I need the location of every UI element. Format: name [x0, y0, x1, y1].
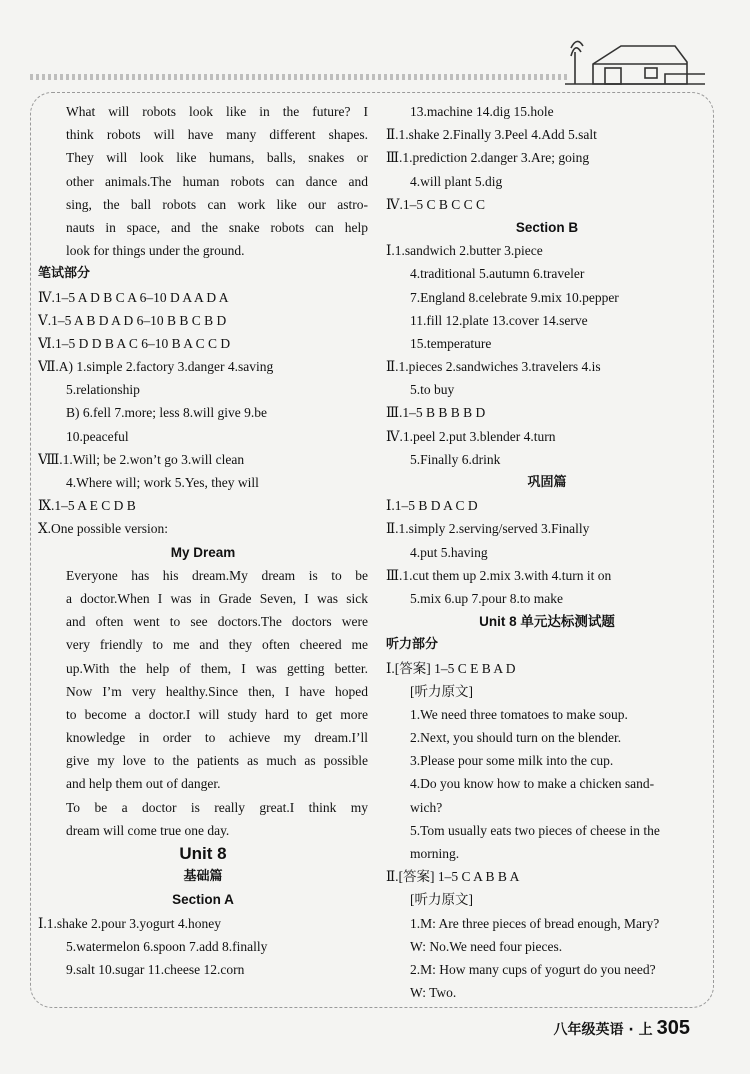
answer-line: 1.M: Are three pieces of bread enough, Mary?	[410, 915, 660, 931]
answer-line: 5.to buy	[410, 382, 455, 398]
answer-line: very friendly to me and they often cheered me	[66, 637, 368, 653]
answer-line: 5.relationship	[66, 382, 140, 398]
answer-line: 5.watermelon 6.spoon 7.add 8.finally	[66, 938, 268, 954]
footer-grade: 八年级英语 · 上	[553, 1022, 653, 1038]
answer-line: Ⅲ.1.prediction 2.danger 3.Are; going	[386, 150, 590, 166]
answer-line: Section A	[172, 892, 234, 908]
answer-line: and often went to see doctors.The doctors were	[66, 614, 368, 630]
answer-line: My Dream	[170, 544, 236, 560]
answer-line: Ⅲ.1.cut them up 2.mix 3.with 4.turn it on	[386, 567, 612, 583]
answer-line: 13.machine 14.dig 15.hole	[410, 104, 554, 119]
answer-line: knowledge in order to achieve my dream.I’ll	[66, 730, 368, 746]
answer-line: look for things under the ground.	[66, 243, 245, 259]
right-column	[386, 100, 708, 1004]
answer-line: wich?	[410, 799, 443, 815]
page-number: 305	[656, 1017, 690, 1039]
answer-line: They will look like humans, balls, snakes or	[66, 150, 368, 166]
answer-line: Ⅴ.1–5 A B D A D 6–10 B B C B D	[38, 312, 227, 328]
answer-line: sing, the ball robots can work like our astro-	[66, 196, 368, 212]
answer-line: 15.temperature	[410, 335, 492, 351]
answer-line: morning.	[410, 846, 460, 861]
answer-line: 2.Next, you should turn on the blender.	[410, 730, 622, 746]
answer-line: 1.We need three tomatoes to make soup.	[410, 706, 628, 722]
answer-line: Ⅸ.1–5 A E C D B	[38, 498, 136, 514]
answer-line: 4.Where will; work 5.Yes, they will	[66, 475, 259, 490]
answer-line: and help them out of danger.	[66, 776, 221, 792]
answer-line: Ⅳ.1.peel 2.put 3.blender 4.turn	[386, 428, 556, 444]
answer-line: [听力原文]	[410, 683, 473, 699]
answer-line: [听力原文]	[410, 892, 473, 908]
answer-line: 9.salt 10.sugar 11.cheese 12.corn	[66, 961, 245, 977]
answer-line: 11.fill 12.plate 13.cover 14.serve	[410, 312, 588, 328]
answer-line: up.With the help of them, I was getting better.	[66, 660, 368, 676]
header-rule	[30, 74, 570, 80]
answer-line: Ⅷ.1.Will; be 2.won’t go 3.will clean	[38, 451, 245, 467]
answer-line: 4.put 5.having	[410, 544, 488, 560]
answer-line: W: No.We need four pieces.	[410, 938, 563, 954]
answer-line: Ⅰ.1.sandwich 2.butter 3.piece	[386, 243, 543, 259]
answer-line: think robots will have many different shapes.	[66, 127, 368, 143]
answer-line: Ⅰ.[答案] 1–5 C E B A D	[386, 660, 516, 676]
answer-line: 听力部分	[386, 637, 439, 653]
answer-line: dream will come true one day.	[66, 822, 230, 838]
answer-line: Ⅱ.1.shake 2.Finally 3.Peel 4.Add 5.salt	[386, 127, 597, 143]
answer-line: Unit 8	[179, 844, 227, 863]
answer-line: Ⅰ.1–5 B D A C D	[386, 498, 478, 514]
answer-line: Now I’m very healthy.Since then, I have hoped	[66, 683, 368, 699]
house-illustration-icon	[565, 34, 705, 90]
answer-line: Ⅳ.1–5 A D B C A 6–10 D A A D A	[38, 289, 229, 305]
answer-line: Ⅲ.1–5 B B B B D	[386, 405, 486, 421]
left-column	[38, 100, 368, 981]
answer-line: Ⅶ.A) 1.simple 2.factory 3.danger 4.saving	[38, 359, 274, 375]
answer-line: 5.mix 6.up 7.pour 8.to make	[410, 590, 563, 606]
answer-line: Ⅱ.1.pieces 2.sandwiches 3.travelers 4.is	[386, 359, 601, 375]
answer-line: 基础篇	[183, 869, 223, 885]
answer-line: 5.Tom usually eats two pieces of cheese in the	[410, 822, 660, 838]
answer-line: to become a doctor.I will study hard to get more	[66, 706, 368, 722]
answer-line: 巩固篇	[527, 475, 567, 490]
answer-line: 4.traditional 5.autumn 6.traveler	[410, 266, 585, 282]
answer-line: W: Two.	[410, 985, 457, 1001]
answer-line: 2.M: How many cups of yogurt do you need?	[410, 961, 656, 977]
answer-line: 10.peaceful	[66, 428, 129, 444]
answer-line: Ⅰ.1.shake 2.pour 3.yogurt 4.honey	[38, 915, 222, 931]
answer-line: a doctor.When I was in Grade Seven, I was sick	[66, 590, 368, 606]
answer-line: What will robots look like in the future? I	[66, 104, 368, 119]
answer-line: nauts in space, and the snake robots can help	[66, 219, 368, 235]
answer-line: Ⅹ.One possible version:	[38, 521, 168, 537]
answer-line: B) 6.fell 7.more; less 8.will give 9.be	[66, 405, 267, 421]
answer-line: 4.Do you know how to make a chicken sand-	[410, 776, 655, 792]
answer-line: Section B	[515, 219, 579, 235]
answer-line: give my love to the patients as much as possible	[66, 753, 368, 769]
answer-line: 5.Finally 6.drink	[410, 451, 501, 467]
answer-line: 7.England 8.celebrate 9.mix 10.pepper	[410, 289, 619, 305]
answer-line: 笔试部分	[38, 266, 91, 282]
answer-line: Ⅳ.1–5 C B C C C	[386, 196, 486, 212]
answer-line: Unit 8 单元达标测试题	[479, 614, 615, 630]
answer-line: To be a doctor is really great.I think my	[66, 799, 368, 815]
answer-line: Everyone has his dream.My dream is to be	[66, 567, 368, 583]
answer-line: Ⅵ.1–5 D D B A C 6–10 B A C C D	[38, 335, 231, 351]
answer-line: Ⅱ.1.simply 2.serving/served 3.Finally	[386, 521, 590, 537]
answer-line: 4.will plant 5.dig	[410, 173, 503, 189]
page-footer	[554, 1014, 690, 1042]
answer-line: other animals.The human robots can dance and	[66, 173, 368, 189]
answer-line: Ⅱ.[答案] 1–5 C A B B A	[386, 869, 520, 885]
answer-line: 3.Please pour some milk into the cup.	[410, 753, 614, 769]
